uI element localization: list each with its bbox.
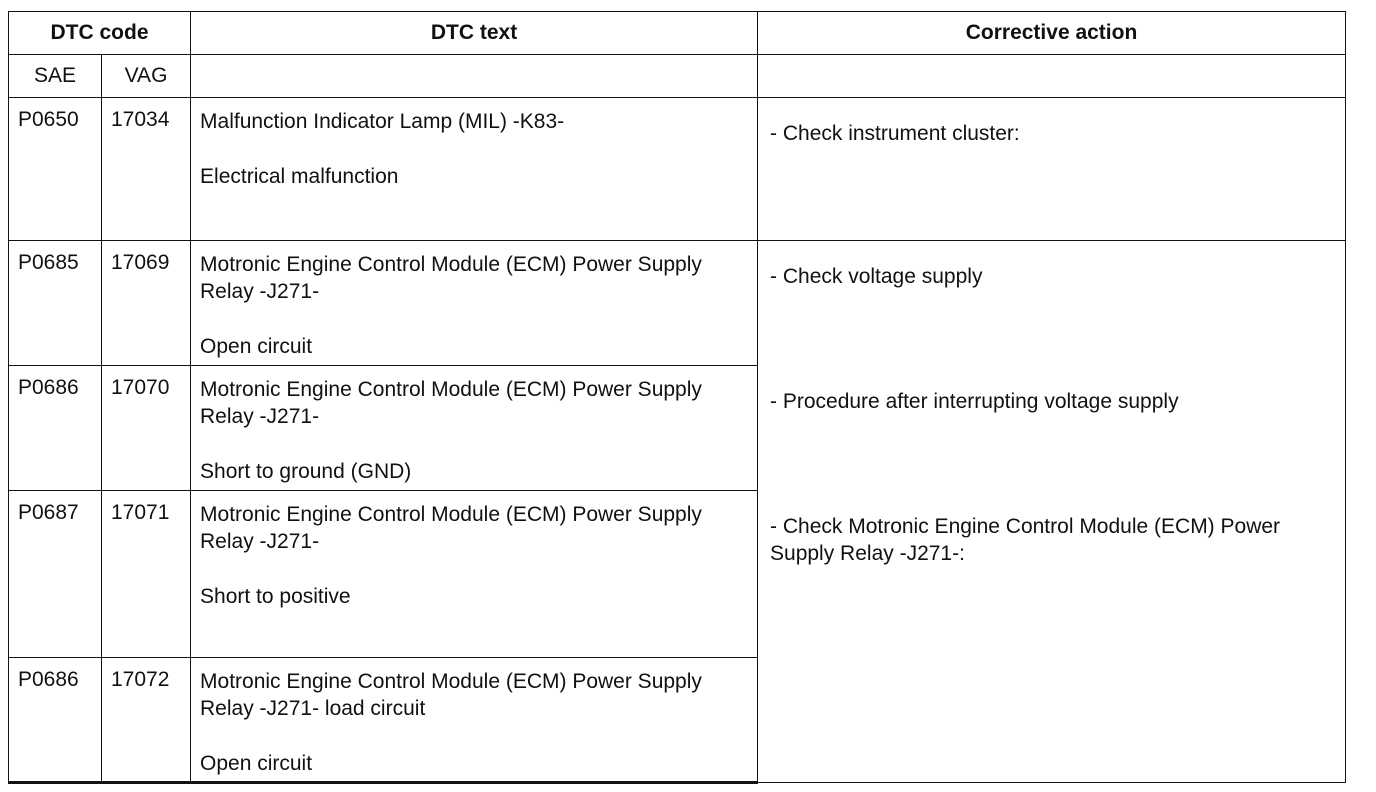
dtc-text-cell [191,241,758,366]
header-corrective-action: Corrective action [758,12,1346,55]
header-row [9,12,1346,55]
dtc-text-cell [191,366,758,491]
action-item: - Check Motronic Engine Control Module (ECM) Power Supply Relay -J271-: [770,515,1281,565]
vag-code: 17072 [102,658,191,783]
sae-code: P0685 [9,241,102,366]
dtc-text-detail: Open circuit [200,335,313,358]
header-dtc-text: DTC text [191,12,758,55]
table-row [9,98,1346,241]
subheader-row [9,55,1346,98]
vag-code: 17070 [102,366,191,491]
subheader-empty-action [758,55,1346,98]
corrective-action-cell [758,241,1346,783]
dtc-text-main: Motronic Engine Control Module (ECM) Power Supply Relay -J271- [200,253,702,303]
dtc-text-detail: Short to positive [200,585,351,608]
dtc-text-cell [191,491,758,658]
vag-code: 17071 [102,491,191,658]
dtc-text-main: Motronic Engine Control Module (ECM) Power Supply Relay -J271- [200,503,702,553]
dtc-text-detail: Open circuit [200,752,313,775]
sae-code: P0686 [9,366,102,491]
action-item: - Check instrument cluster: [770,122,1020,145]
header-vag: VAG [102,55,191,98]
table-row [9,241,1346,366]
sae-code: P0650 [9,98,102,241]
header-sae: SAE [9,55,102,98]
dtc-text-cell [191,658,758,783]
dtc-text-main: Motronic Engine Control Module (ECM) Power Supply Relay -J271- load circuit [200,670,702,720]
corrective-action-cell [758,98,1346,241]
sae-code: P0687 [9,491,102,658]
vag-code: 17069 [102,241,191,366]
dtc-text-main: Motronic Engine Control Module (ECM) Power Supply Relay -J271- [200,378,702,428]
action-item: - Procedure after interrupting voltage supply [770,390,1179,413]
sae-code: P0686 [9,658,102,783]
dtc-text-detail: Short to ground (GND) [200,460,412,483]
subheader-empty-text [191,55,758,98]
dtc-text-main: Malfunction Indicator Lamp (MIL) -K83- [200,110,565,133]
action-item: - Check voltage supply [770,265,983,288]
header-dtc-code: DTC code [9,12,191,55]
vag-code: 17034 [102,98,191,241]
dtc-text-detail: Electrical malfunction [200,165,399,188]
dtc-text-cell [191,98,758,241]
dtc-table [8,11,1346,784]
